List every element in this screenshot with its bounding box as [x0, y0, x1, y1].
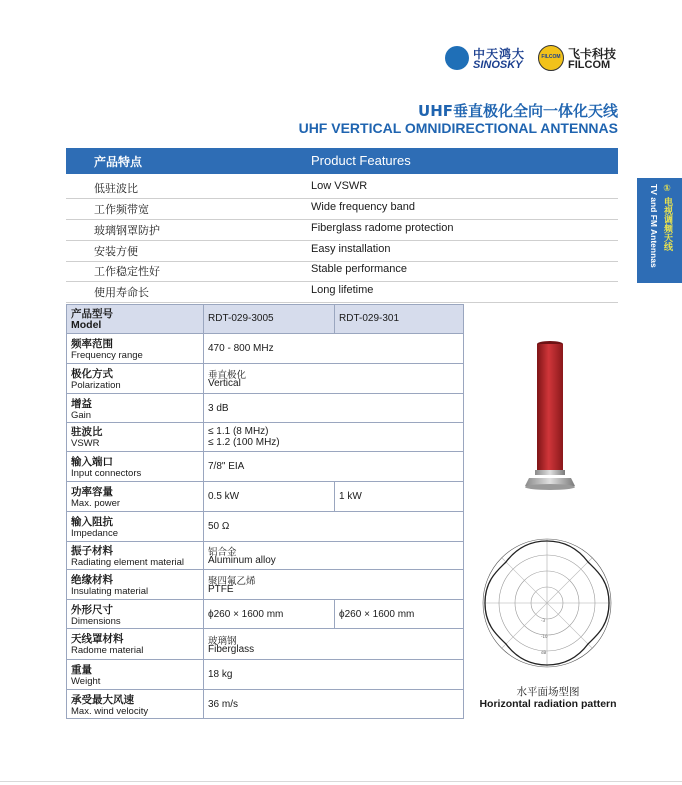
svg-text:-3: -3: [541, 618, 545, 623]
spec-label-cn: 承受最大风速: [71, 694, 134, 706]
spec-value: ≤ 1.1 (8 MHz): [208, 426, 269, 437]
spec-label-cn: 增益: [71, 398, 92, 410]
spec-row-frequency: [66, 333, 464, 364]
section-side-tab: [637, 178, 682, 283]
spec-value-cn: 玻璃钢: [208, 636, 237, 647]
spec-label-en: Polarization: [71, 380, 121, 391]
spec-row-polarization: [66, 363, 464, 394]
spec-value: 36 m/s: [208, 699, 239, 710]
sinosky-logo-icon: [445, 46, 469, 70]
spec-row-vswr: [66, 422, 464, 452]
feature-cn: 低驻波比: [94, 182, 138, 195]
sinosky-logo: [445, 44, 527, 74]
spec-value: 0.5 kW: [208, 491, 240, 502]
pattern-caption-en: Horizontal radiation pattern: [479, 698, 617, 710]
spec-row-radome: [66, 628, 464, 660]
spec-value: 18 kg: [208, 669, 233, 680]
features-header: [66, 148, 618, 174]
spec-value: ϕ260 × 1600 mm: [339, 609, 415, 620]
spec-label-cn: 极化方式: [71, 368, 113, 380]
spec-row-impedance: [66, 511, 464, 542]
feature-cn: 使用寿命长: [94, 286, 149, 299]
spec-value-cn: 垂直极化: [208, 370, 247, 381]
feature-en: Long lifetime: [311, 284, 374, 296]
spec-value: 3 dB: [208, 403, 229, 414]
spec-row-weight: [66, 659, 464, 690]
spec-value: 7/8" EIA: [208, 461, 245, 472]
spec-label-cn: 频率范围: [71, 338, 113, 350]
filcom-logo-cn: 飞卡科技: [568, 47, 617, 61]
filcom-logo: [538, 44, 620, 74]
spec-label-en: Frequency range: [71, 350, 143, 361]
svg-text:-10: -10: [541, 634, 548, 639]
page-title-cn: UHF垂直极化全向一体化天线: [418, 102, 618, 120]
pattern-caption-cn: 水平面场型图: [516, 686, 580, 698]
spec-row-wind: [66, 689, 464, 719]
spec-label-cn: 振子材料: [71, 545, 113, 557]
spec-label-en: Radiating element material: [71, 557, 185, 568]
spec-label-cn: 绝缘材料: [71, 574, 113, 586]
spec-label-en: Max. power: [71, 498, 121, 509]
spec-label-en: VSWR: [71, 438, 100, 449]
spec-value: ≤ 1.2 (100 MHz): [208, 437, 280, 448]
spec-label-cn: 重量: [71, 664, 92, 676]
spec-label-cn: 天线罩材料: [71, 633, 124, 645]
spec-table: [66, 304, 464, 719]
feature-row: [66, 260, 618, 282]
feature-row: [66, 219, 618, 241]
filcom-logo-mark: FILCOM: [541, 54, 561, 60]
spec-label-cn: 驻波比: [71, 426, 103, 438]
spec-value-cn: 铝合金: [208, 547, 237, 558]
feature-row: [66, 198, 618, 220]
feature-en: Low VSWR: [311, 180, 368, 192]
spec-row-power: [66, 481, 464, 512]
spec-label-en: Model: [71, 319, 102, 331]
spec-label-en: Weight: [71, 676, 101, 687]
feature-row: [66, 281, 618, 303]
feature-cn: 工作稳定性好: [94, 265, 160, 278]
spec-row-gain: [66, 393, 464, 423]
spec-row-radiating: [66, 541, 464, 570]
spec-value-en: PTFE: [208, 584, 234, 595]
side-tab-en: TV and FM Antennas: [649, 184, 659, 268]
spec-value: RDT-029-3005: [208, 313, 274, 324]
spec-label-cn: 输入阻抗: [71, 516, 113, 528]
sinosky-logo-en: SINOSKY: [473, 59, 523, 71]
spec-label-en: Insulating material: [71, 586, 149, 597]
spec-row-insulating: [66, 569, 464, 600]
feature-en: Fiberglass radome protection: [311, 222, 454, 234]
antenna-product-image: [515, 330, 585, 495]
feature-row: [66, 177, 618, 199]
spec-value: RDT-029-301: [339, 313, 400, 324]
feature-en: Stable performance: [311, 263, 407, 275]
side-tab-cn: ① 电视调频天线: [662, 184, 672, 252]
features-header-en: Product Features: [311, 153, 411, 168]
horizontal-radiation-pattern: [478, 534, 616, 676]
filcom-logo-en: FILCOM: [568, 59, 611, 71]
spec-label-en: Dimensions: [71, 616, 121, 627]
spec-value: 470 - 800 MHz: [208, 343, 274, 354]
spec-value-cn: 聚四氟乙烯: [208, 576, 256, 587]
page-bottom-divider: [0, 781, 682, 782]
feature-en: Easy installation: [311, 243, 391, 255]
spec-label-en: Radome material: [71, 645, 144, 656]
spec-value: 1 kW: [339, 491, 362, 502]
svg-text:dB: dB: [541, 650, 547, 655]
feature-row: [66, 240, 618, 262]
filcom-logo-icon: [538, 45, 564, 71]
spec-label-cn: 输入端口: [71, 456, 113, 468]
feature-cn: 玻璃钢罩防护: [94, 224, 160, 237]
spec-value-en: Vertical: [208, 378, 241, 389]
sinosky-logo-cn: 中天鸿大: [473, 47, 526, 61]
feature-en: Wide frequency band: [311, 201, 415, 213]
spec-value: ϕ260 × 1600 mm: [208, 609, 284, 620]
spec-value-en: Aluminum alloy: [208, 555, 276, 566]
page-title-en: UHF VERTICAL OMNIDIRECTIONAL ANTENNAS: [298, 120, 618, 136]
spec-label-en: Max. wind velocity: [71, 706, 149, 717]
spec-row-dimensions: [66, 599, 464, 629]
spec-label-en: Input connectors: [71, 468, 142, 479]
spec-value: 50 Ω: [208, 521, 230, 532]
spec-value-en: Fiberglass: [208, 644, 255, 655]
spec-label-cn: 产品型号: [71, 308, 113, 320]
spec-label-en: Gain: [71, 410, 92, 421]
spec-label-cn: 外形尺寸: [71, 604, 113, 616]
spec-label-cn: 功率容量: [71, 486, 113, 498]
feature-cn: 安装方便: [94, 245, 138, 258]
features-header-cn: 产品特点: [94, 155, 143, 169]
spec-row-connector: [66, 451, 464, 482]
feature-cn: 工作频带宽: [94, 203, 149, 216]
spec-row-model: [66, 304, 464, 334]
spec-label-en: Impedance: [71, 528, 119, 539]
